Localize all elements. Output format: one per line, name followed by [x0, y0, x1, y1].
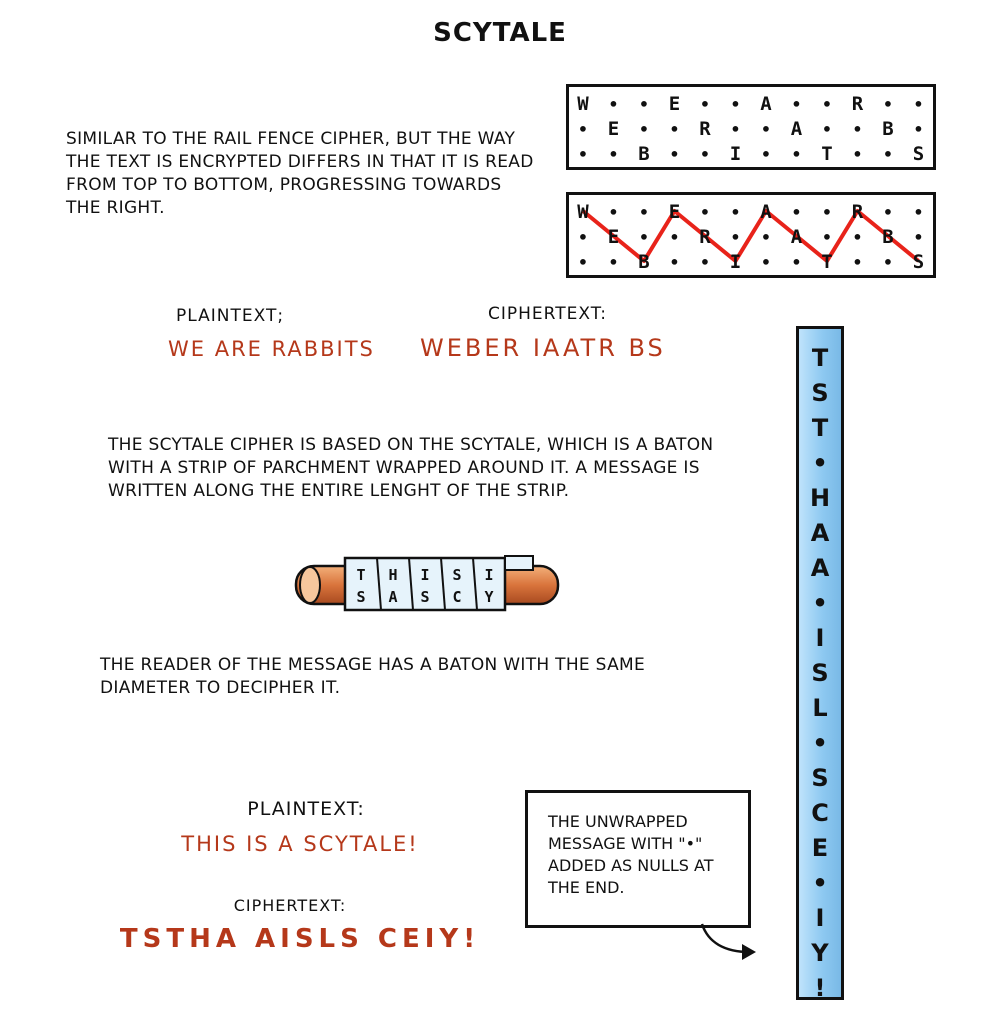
parchment-letter-bottom: C [452, 588, 462, 606]
strip-letter: A [810, 519, 830, 547]
strip-null-dot: • [812, 869, 828, 897]
intro-paragraph: SIMILAR TO THE RAIL FENCE CIPHER, BUT THE WAY THE TEXT IS ENCRYPTED DIFFERS IN THAT IT IS READ FROM TOP TO BOTTOM, PROGRESSING TOWARDS THE RIGHT. [66, 129, 534, 218]
grid-dot: • [639, 228, 649, 247]
grid-letter: E [668, 201, 681, 223]
grid-letter: I [729, 143, 742, 165]
grid-letter: B [882, 118, 894, 140]
rail-grid-zigzag-svg [569, 195, 933, 275]
grid-dot: • [883, 95, 893, 114]
example1-plaintext: WE ARE RABBITS [168, 337, 375, 361]
rail-grid-plain [566, 84, 936, 170]
grid-dot: • [761, 120, 771, 139]
example1-plaintext-label: PLAINTEXT; [176, 306, 285, 326]
grid-letter: A [790, 226, 803, 248]
parchment-letter-top: H [388, 566, 398, 584]
grid-dot: • [761, 253, 771, 272]
grid-letter: I [729, 251, 742, 273]
grid-dot: • [700, 95, 710, 114]
example2-ciphertext: TSTHA AISLS CEIY! [119, 924, 481, 954]
parchment-letter-bottom: S [356, 588, 366, 606]
grid-dot: • [883, 145, 893, 164]
grid-letter: B [638, 251, 650, 273]
rail-grid-zigzag [566, 192, 936, 278]
grid-dot: • [852, 145, 863, 164]
example1-ciphertext-label: CIPHERTEXT: [488, 304, 607, 324]
note-arrow-icon [690, 920, 770, 970]
strip-letter: L [812, 694, 828, 722]
grid-dot: • [700, 253, 710, 272]
baton-end-cap [300, 567, 320, 603]
grid-letter: B [882, 226, 894, 248]
strip-letter: T [811, 414, 829, 442]
grid-dot: • [822, 203, 832, 222]
grid-dot: • [608, 253, 619, 272]
example1-ciphertext: WEBER IAATR BS [420, 334, 666, 362]
grid-dot: • [639, 203, 649, 222]
strip-letter: T [811, 344, 829, 372]
grid-dot: • [730, 120, 741, 139]
grid-dot: • [913, 203, 924, 222]
grid-dot: • [578, 145, 588, 164]
grid-letter: A [760, 201, 772, 223]
grid-letter: S [912, 251, 925, 273]
grid-dot: • [791, 203, 802, 222]
parchment-tail [505, 556, 533, 570]
page-title: SCYTALE [433, 18, 567, 48]
grid-letter: T [821, 251, 833, 273]
grid-dot: • [852, 253, 863, 272]
grid-dot: • [791, 145, 802, 164]
strip-letter: S [811, 659, 829, 687]
grid-dot: • [791, 95, 802, 114]
parchment-letter-bottom: S [420, 588, 430, 606]
grid-dot: • [913, 95, 924, 114]
strip-letter: I [815, 904, 825, 932]
grid-letter: R [699, 226, 711, 248]
strip-letter: S [811, 379, 829, 407]
grid-dot: • [669, 253, 680, 272]
strip-null-dot: • [812, 729, 828, 757]
grid-dot: • [761, 145, 771, 164]
strip-letter: C [811, 799, 829, 827]
grid-dot: • [761, 228, 771, 247]
example2-ciphertext-label: CIPHERTEXT: [233, 896, 347, 915]
rail-grid-plain-svg [569, 87, 933, 167]
grid-dot: • [669, 228, 680, 247]
grid-dot: • [883, 253, 893, 272]
zigzag-read-path [583, 211, 919, 261]
grid-dot: • [822, 228, 832, 247]
grid-dot: • [700, 203, 710, 222]
note-text: THE UNWRAPPED MESSAGE WITH "•" ADDED AS NULLS AT THE END. [548, 812, 714, 897]
strip-letter: A [810, 554, 830, 582]
grid-dot: • [669, 120, 680, 139]
grid-letter: R [699, 118, 711, 140]
grid-dot: • [852, 228, 863, 247]
grid-dot: • [639, 95, 649, 114]
grid-dot: • [822, 95, 832, 114]
strip-letters [799, 341, 841, 1006]
note-box [525, 790, 751, 928]
parchment-letter-top: I [420, 566, 430, 584]
grid-dot: • [578, 228, 588, 247]
grid-letter: T [821, 143, 833, 165]
grid-letter: R [851, 201, 864, 223]
strip-letter: E [811, 834, 829, 862]
grid-dot: • [669, 145, 680, 164]
grid-dot: • [913, 228, 924, 247]
parchment-letter-top: T [356, 566, 366, 584]
reader-paragraph: THE READER OF THE MESSAGE HAS A BATON WITH THE SAME DIAMETER TO DECIPHER IT. [100, 655, 646, 698]
grid-dot: • [639, 120, 649, 139]
example2-plaintext: THIS IS A SCYTALE! [181, 832, 419, 856]
description-paragraph: THE SCYTALE CIPHER IS BASED ON THE SCYTALE, WHICH IS A BATON WITH A STRIP OF PARCHMENT WRAPPED AROUND IT. A MESSAGE IS WRITTEN ALONG THE ENTIRE LENGHT OF THE STRIP. [108, 435, 714, 501]
grid-dot: • [578, 253, 588, 272]
grid-dot: • [608, 145, 619, 164]
grid-dot: • [730, 95, 741, 114]
grid-dot: • [913, 120, 924, 139]
grid-dot: • [730, 228, 741, 247]
strip-letter: ! [814, 974, 826, 1002]
strip-letter: I [815, 624, 825, 652]
grid-dot: • [852, 120, 863, 139]
grid-letter: E [607, 226, 620, 248]
strip-null-dot: • [812, 449, 828, 477]
grid-dot: • [883, 203, 893, 222]
grid-dot: • [822, 120, 832, 139]
grid-letter: A [760, 93, 772, 115]
parchment-letter-bottom: Y [484, 588, 494, 606]
unwrapped-strip [796, 326, 844, 1000]
grid-letter: W [577, 93, 589, 115]
grid-letter: E [668, 93, 681, 115]
grid-dot: • [608, 95, 619, 114]
grid-letter: A [790, 118, 803, 140]
strip-letter: S [811, 764, 829, 792]
parchment-letter-top: I [484, 566, 494, 584]
example2-plaintext-label: PLAINTEXT: [247, 798, 365, 820]
grid-letter: E [607, 118, 620, 140]
baton-illustration [290, 550, 570, 620]
grid-dot: • [578, 120, 588, 139]
strip-letter: H [809, 484, 831, 512]
parchment-letter-bottom: A [388, 588, 398, 606]
strip-letter: Y [811, 939, 829, 967]
grid-letter: S [912, 143, 925, 165]
grid-dot: • [791, 253, 802, 272]
grid-letter: R [851, 93, 864, 115]
parchment-letter-top: S [452, 566, 462, 584]
strip-null-dot: • [812, 589, 828, 617]
grid-dot: • [730, 203, 741, 222]
grid-letter: W [577, 201, 589, 223]
grid-dot: • [700, 145, 710, 164]
grid-dot: • [608, 203, 619, 222]
grid-letter: B [638, 143, 650, 165]
